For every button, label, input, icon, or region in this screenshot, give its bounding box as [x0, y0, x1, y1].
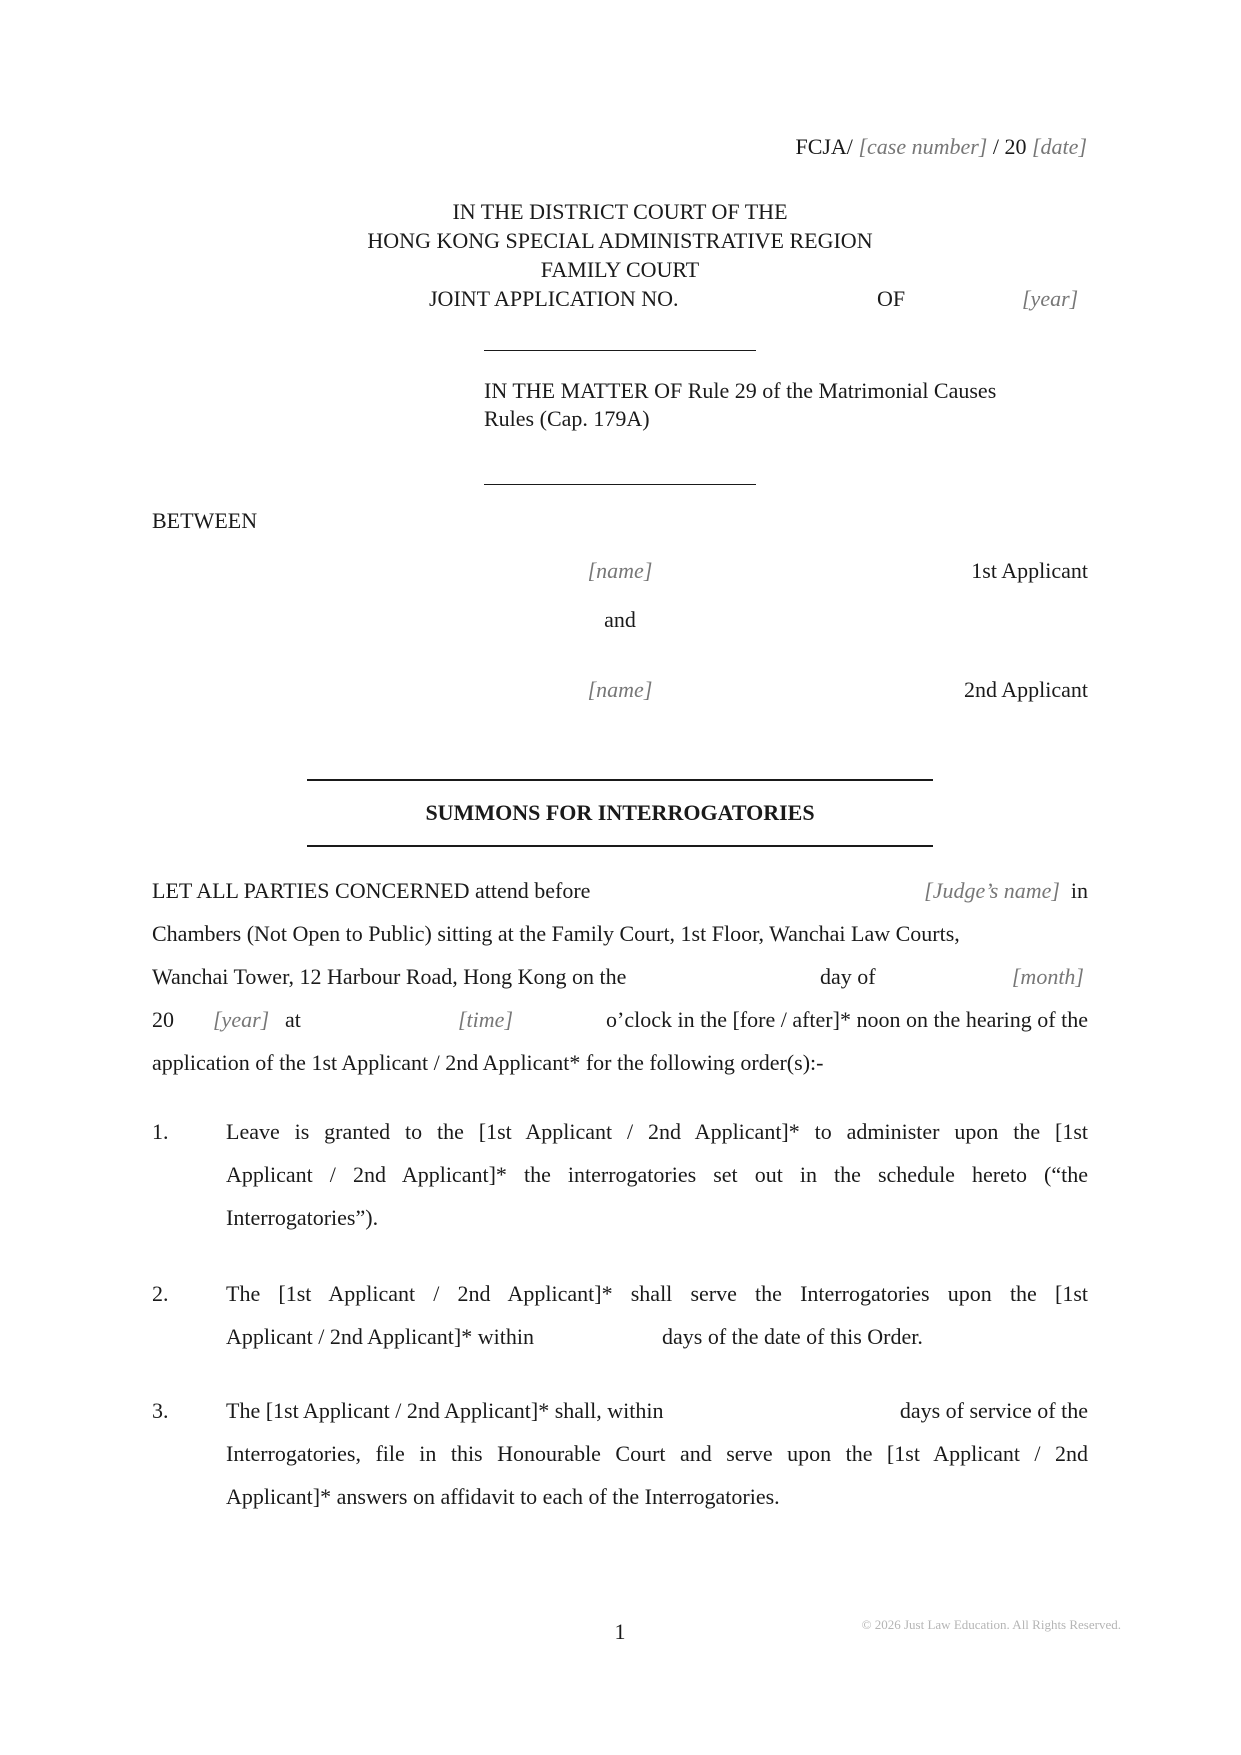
intro-address-text: Wanchai Tower, 12 Harbour Road, Hong Kong on the: [152, 964, 627, 989]
second-applicant-role: 2nd Applicant: [963, 677, 1088, 702]
second-applicant-name-placeholder: [name]: [587, 677, 653, 702]
time-placeholder: [time]: [458, 1007, 513, 1032]
first-applicant-name-placeholder: [name]: [587, 558, 653, 583]
matter-line-1: IN THE MATTER OF Rule 29 of the Matrimonial Causes: [484, 378, 997, 403]
item-1-number: 1.: [152, 1119, 169, 1144]
intro-day-of-text: day of: [820, 964, 876, 989]
case-prefix: FCJA/: [795, 134, 853, 159]
joint-application-of: OF: [877, 286, 906, 311]
intro-year-prefix: 20: [152, 1007, 174, 1032]
item-3-within-text: The [1st Applicant / 2nd Applicant]* shall, within: [226, 1398, 664, 1423]
intro-in-text: in: [1070, 878, 1088, 903]
joint-application-year-placeholder: [year]: [1022, 286, 1079, 311]
case-year-prefix: / 20: [992, 134, 1027, 159]
item-1-line-2: Applicant / 2nd Applicant]* the interrogatories set out in the schedule hereto (“the: [226, 1162, 1088, 1187]
item-3-line-2: Interrogatories, file in this Honourable Court and serve upon the [1st Applicant / 2nd: [226, 1441, 1088, 1466]
page-number: 1: [614, 1619, 626, 1644]
copyright-notice: © 2026 Just Law Education. All Rights Reserved.: [861, 1617, 1121, 1632]
intro-attend-text: LET ALL PARTIES CONCERNED attend before: [152, 878, 591, 903]
court-heading-line-1: IN THE DISTRICT COURT OF THE: [452, 199, 788, 224]
item-2-days-text: days of the date of this Order.: [662, 1324, 923, 1349]
and-label: and: [604, 607, 636, 632]
item-2-number: 2.: [152, 1281, 169, 1306]
item-2-line-1: The [1st Applicant / 2nd Applicant]* shall serve the Interrogatories upon the [1st: [226, 1281, 1088, 1306]
intro-at-text: at: [285, 1007, 301, 1032]
intro-oclock-text: o’clock in the [fore / after]* noon on the hearing of the: [606, 1007, 1088, 1032]
judge-name-placeholder: [Judge’s name]: [924, 878, 1060, 903]
item-1-line-3: Interrogatories”).: [226, 1205, 379, 1230]
item-1-line-1: Leave is granted to the [1st Applicant / 2nd Applicant]* to administer upon the [1st: [226, 1119, 1088, 1144]
item-1-text: [226, 1110, 1088, 1239]
case-reference: [795, 133, 1087, 161]
intro-line-2: [152, 912, 1088, 955]
joint-application-label: JOINT APPLICATION NO.: [429, 286, 679, 311]
intro-paragraph: [152, 869, 1088, 1084]
year-placeholder: [year]: [213, 1007, 270, 1032]
matter-line-2: Rules (Cap. 179A): [484, 406, 650, 431]
item-3-number: 3.: [152, 1398, 169, 1423]
first-applicant-role: 1st Applicant: [971, 558, 1088, 583]
matter-top-rule: [484, 350, 756, 351]
between-label: BETWEEN: [152, 508, 258, 533]
item-2-within-text: Applicant / 2nd Applicant]* within: [226, 1324, 534, 1349]
item-2-text: [226, 1272, 1088, 1358]
case-date-placeholder: [date]: [1032, 134, 1087, 159]
intro-line-4: [152, 998, 1088, 1041]
item-3-days-text: days of service of the: [899, 1398, 1088, 1423]
item-3-line-3: Applicant]* answers on affidavit to each of the Interrogatories.: [226, 1484, 780, 1509]
document-title: SUMMONS FOR INTERROGATORIES: [425, 800, 815, 825]
intro-line-1: [152, 869, 1088, 912]
title-bottom-rule: [307, 845, 933, 847]
intro-chambers-text: Chambers (Not Open to Public) sitting at the Family Court, 1st Floor, Wanchai Law Courts,: [152, 921, 960, 946]
court-heading-line-3: FAMILY COURT: [540, 257, 700, 282]
court-heading-line-2: HONG KONG SPECIAL ADMINISTRATIVE REGION: [367, 228, 873, 253]
intro-application-text: application of the 1st Applicant / 2nd Applicant* for the following order(s):-: [152, 1050, 824, 1075]
item-3-text: [226, 1389, 1088, 1518]
matter-bottom-rule: [484, 484, 756, 485]
intro-line-3: [152, 955, 1088, 998]
item-2-line-2: [226, 1315, 1088, 1358]
intro-line-5: [152, 1041, 1088, 1084]
item-3-line-1: [226, 1389, 1088, 1432]
case-number-placeholder: [case number]: [858, 134, 988, 159]
month-placeholder: [month]: [1011, 964, 1084, 989]
title-top-rule: [307, 779, 933, 781]
